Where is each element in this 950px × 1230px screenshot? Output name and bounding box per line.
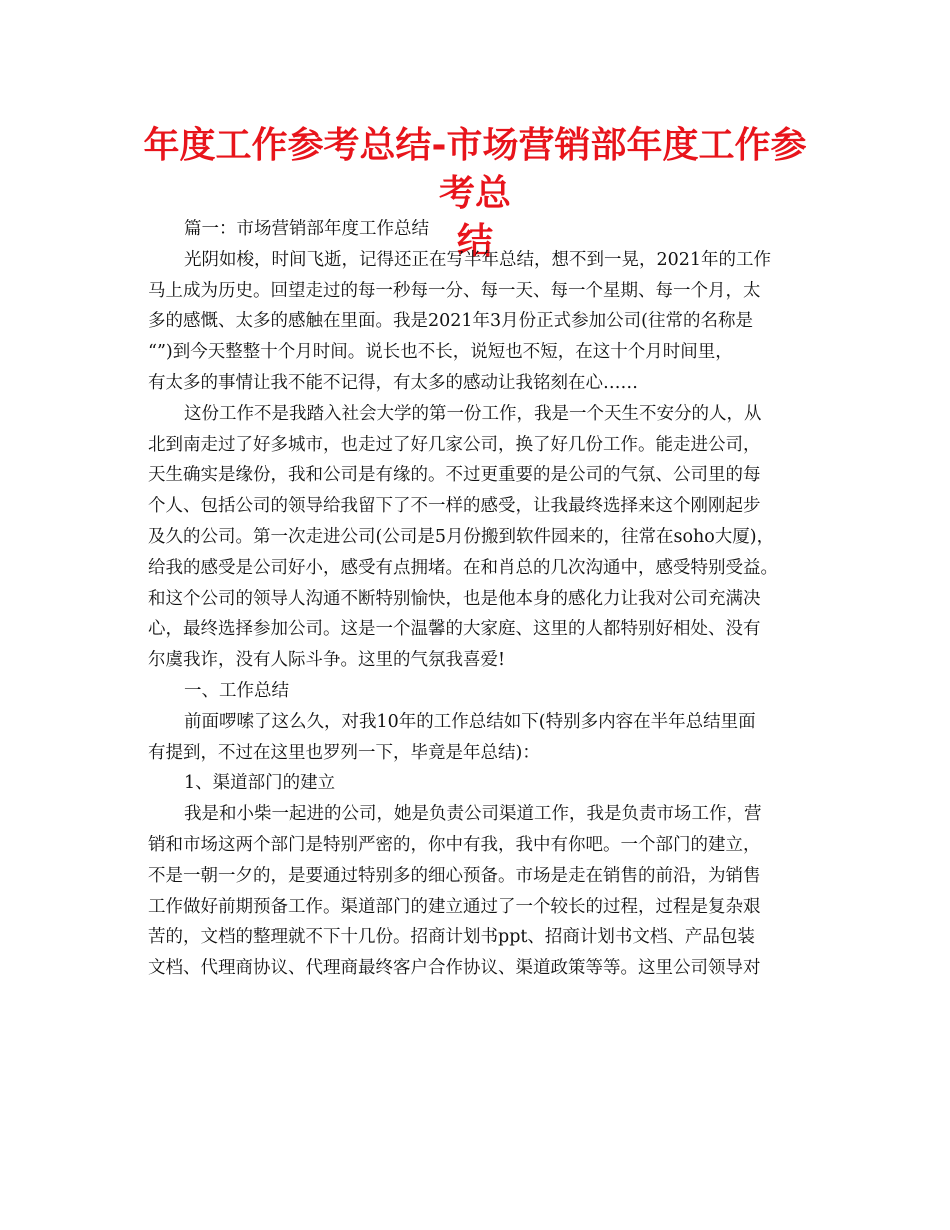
- text-line: 销和市场这两个部门是特别严密的，你中有我，我中有你吧。一个部门的建立，: [148, 834, 761, 855]
- text-line: 马上成为历史。回望走过的每一秒每一分、每一天、每一个星期、每一个月，太: [148, 280, 761, 301]
- text-line: 有提到，不过在这里也罗列一下，毕竟是年总结)：: [148, 742, 540, 763]
- text-line: 及久的公司。第一次走进公司(公司是5月份搬到软件园来的，往常在soho大厦)，: [148, 526, 775, 547]
- text-line: 光阴如梭，时间飞逝，记得还正在写半年总结，想不到一晃，2021年的工作: [184, 249, 772, 270]
- text-line: 这份工作不是我踏入社会大学的第一份工作，我是一个天生不安分的人，从: [184, 403, 762, 424]
- text-line: 前面啰嗦了这么久，对我10年的工作总结如下(特别多内容在半年总结里面: [184, 711, 756, 732]
- text-line: “”)到今天整整十个月时间。说长也不长，说短也不短，在这十个月时间里，: [148, 342, 733, 363]
- text-line: 给我的感受是公司好小，感受有点拥堵。在和肖总的几次沟通中，感受特别受益。: [148, 557, 778, 578]
- text-line: 个人、包括公司的领导给我留下了不一样的感受，让我最终选择来这个刚刚起步: [148, 496, 761, 517]
- title-line-1: 年度工作参考总结-市场营销部年度工作参考总: [143, 125, 807, 214]
- text-line: 心，最终选择参加公司。这是一个温馨的大家庭、这里的人都特别好相处、没有: [148, 619, 761, 640]
- text-line: 1、渠道部门的建立: [184, 773, 336, 794]
- text-line: 多的感慨、太多的感触在里面。我是2021年3月份正式参加公司(往常的名称是: [148, 311, 753, 332]
- text-line: 苦的，文档的整理就不下十几份。招商计划书ppt、招商计划书文档、产品包装: [148, 927, 755, 948]
- text-line: 我是和小柴一起进的公司，她是负责公司渠道工作，我是负责市场工作，营: [184, 804, 762, 825]
- text-line: 和这个公司的领导人沟通不断特别愉快，也是他本身的感化力让我对公司充满决: [148, 588, 761, 609]
- text-line: 工作做好前期预备工作。渠道部门的建立通过了一个较长的过程，过程是复杂艰: [148, 896, 761, 917]
- text-line: 北到南走过了好多城市，也走过了好几家公司，换了好几份工作。能走进公司，: [148, 434, 761, 455]
- text-line: 天生确实是缘份，我和公司是有缘的。不过更重要的是公司的气氛、公司里的每: [148, 465, 761, 486]
- text-line: 不是一朝一夕的，是要通过特别多的细心预备。市场是走在销售的前沿，为销售: [148, 865, 761, 886]
- text-line: 尔虞我诈，没有人际斗争。这里的气氛我喜爱!: [148, 650, 506, 671]
- text-line: 一、工作总结: [184, 680, 289, 701]
- title-line-2: 结: [456, 221, 493, 262]
- text-line: 文档、代理商协议、代理商最终客户合作协议、渠道政策等等。这里公司领导对: [148, 958, 761, 979]
- document-body: [148, 214, 808, 984]
- text-line: 篇一：市场营销部年度工作总结: [184, 219, 429, 239]
- text-line: 有太多的事情让我不能不记得，有太多的感动让我铭刻在心……: [148, 372, 638, 393]
